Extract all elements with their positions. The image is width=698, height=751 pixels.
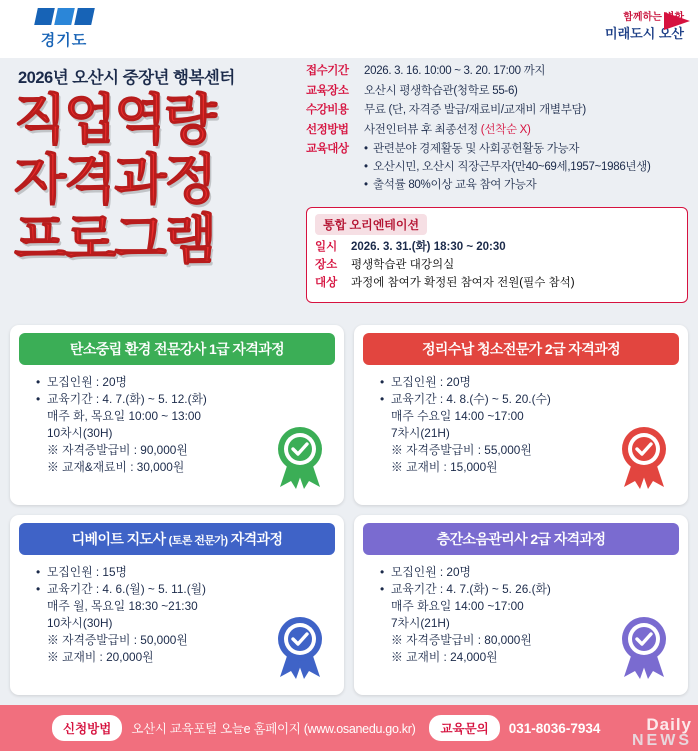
medal-icon bbox=[272, 425, 328, 489]
info-panel bbox=[306, 64, 688, 201]
course-capacity: • 모집인원 : 15명 bbox=[36, 564, 344, 581]
osan-slogan-line2: 미래도시 오산 bbox=[605, 26, 684, 41]
info-row-period bbox=[306, 64, 688, 79]
watermark bbox=[632, 717, 692, 749]
course-period: • 교육기간 : 4. 6.(월) ~ 5. 11.(월) bbox=[36, 581, 344, 598]
orientation-row-datetime bbox=[315, 240, 679, 255]
course-card-list bbox=[36, 564, 344, 598]
watermark-line1: Daily bbox=[646, 715, 692, 734]
course-cert-fee: ※ 자격증발급비 : 50,000원 bbox=[47, 633, 188, 647]
course-card[interactable] bbox=[354, 515, 688, 695]
course-card[interactable] bbox=[10, 325, 344, 505]
apply-method-badge: 신청방법 bbox=[52, 715, 122, 741]
course-period: • 교육기간 : 4. 7.(화) ~ 5. 26.(화) bbox=[380, 581, 688, 598]
course-card-title: 탄소중립 환경 전문강사 1급 자격과정 bbox=[19, 333, 335, 365]
course-period: • 교육기간 : 4. 8.(수) ~ 5. 20.(수) bbox=[380, 391, 688, 408]
course-schedule: 매주 화요일 14:00 ~17:00 bbox=[391, 599, 524, 613]
course-card-list bbox=[36, 374, 344, 408]
target-item-3: • 출석률 80%이상 교육 참여 가능자 bbox=[364, 178, 688, 193]
course-capacity: • 모집인원 : 20명 bbox=[36, 374, 344, 391]
info-label-selection: 선정방법 bbox=[306, 123, 349, 136]
course-material-fee: ※ 교재&재료비 : 30,000원 bbox=[47, 460, 185, 474]
course-capacity: • 모집인원 : 20명 bbox=[380, 374, 688, 391]
medal-icon bbox=[616, 615, 672, 679]
info-value-fee: 무료 (단, 자격증 발급/재료비/교재비 개별부담) bbox=[364, 104, 586, 116]
course-cert-fee: ※ 자격증발급비 : 55,000원 bbox=[391, 443, 532, 457]
orientation-title: 통합 오리엔테이션 bbox=[315, 214, 427, 235]
course-period: • 교육기간 : 4. 7.(화) ~ 5. 12.(화) bbox=[36, 391, 344, 408]
info-label-fee: 수강비용 bbox=[306, 104, 349, 116]
info-label-target: 교육대상 bbox=[306, 143, 349, 155]
gyeonggi-logo bbox=[18, 6, 110, 52]
course-sessions: 7차시(21H) bbox=[391, 616, 450, 630]
gyeonggi-logo-label: 경기도 bbox=[40, 32, 88, 49]
main-title bbox=[14, 90, 330, 270]
orientation-value-datetime-text: 2026. 3. 31.(화) 18:30 ~ 20:30 bbox=[351, 241, 506, 253]
course-card-title-tail: 자격과정 bbox=[230, 531, 283, 547]
target-item-1: • 관련분야 경제활동 및 사회공헌활동 가능자 bbox=[364, 142, 688, 157]
osan-arrow-icon bbox=[664, 12, 690, 30]
target-item-2: • 오산시민, 오산시 직장근무자(만40~69세,1957~1986년생) bbox=[364, 160, 688, 175]
course-card-title-sub: (토론 전문가) bbox=[168, 535, 228, 547]
course-sessions: 10차시(30H) bbox=[47, 616, 113, 630]
course-cert-fee: ※ 자격증발급비 : 90,000원 bbox=[47, 443, 188, 457]
info-value-selection-main: 사전인터뷰 후 최종선정 bbox=[364, 123, 478, 136]
course-card-list bbox=[380, 374, 688, 408]
poster-footer bbox=[0, 705, 698, 751]
orientation-label-datetime: 일시 bbox=[315, 241, 338, 253]
info-target-list bbox=[364, 142, 688, 196]
orientation-row-target bbox=[315, 276, 679, 291]
course-card-title bbox=[19, 523, 335, 555]
course-schedule: 매주 화, 목요일 10:00 ~ 13:00 bbox=[47, 409, 201, 423]
course-capacity: • 모집인원 : 20명 bbox=[380, 564, 688, 581]
orientation-value-place: 평생학습관 대강의실 bbox=[351, 259, 455, 271]
apply-method-text[interactable]: 오산시 교육포털 오늘e 홈페이지 (www.osanedu.go.kr) bbox=[131, 722, 416, 736]
info-row-target bbox=[306, 142, 688, 196]
orientation-value-datetime bbox=[351, 240, 679, 255]
info-row-selection bbox=[306, 123, 688, 138]
course-cert-fee: ※ 자격증발급비 : 80,000원 bbox=[391, 633, 532, 647]
info-row-place bbox=[306, 84, 688, 99]
orientation-label-place: 장소 bbox=[315, 259, 338, 271]
poster-header bbox=[0, 0, 698, 58]
medal-icon bbox=[616, 425, 672, 489]
course-schedule: 매주 월, 목요일 18:30 ~21:30 bbox=[47, 599, 198, 613]
course-material-fee: ※ 교재비 : 15,000원 bbox=[391, 460, 498, 474]
orientation-value-target: 과정에 참여가 확정된 참여자 전원(필수 참석) bbox=[351, 277, 575, 289]
info-value-place: 오산시 평생학습관(청학로 55-6) bbox=[364, 84, 518, 97]
course-sessions: 10차시(30H) bbox=[47, 426, 113, 440]
course-schedule: 매주 수요일 14:00 ~17:00 bbox=[391, 409, 524, 423]
main-title-line2: 자격과정 bbox=[14, 150, 215, 210]
watermark-line2: NEWS bbox=[632, 732, 692, 749]
course-sessions: 7차시(21H) bbox=[391, 426, 450, 440]
info-value-period: 2026. 3. 16. 10:00 ~ 3. 20. 17:00 까지 bbox=[364, 65, 546, 77]
info-label-period: 접수기간 bbox=[306, 65, 349, 77]
title-year-line: 2026년 오산시 중장년 행복센터 bbox=[18, 69, 235, 87]
course-card-list bbox=[380, 564, 688, 598]
target-bullets bbox=[364, 142, 688, 193]
course-cards bbox=[10, 325, 688, 695]
course-card-title: 층간소음관리사 2급 자격과정 bbox=[363, 523, 679, 555]
main-title-line1: 직업역량 bbox=[14, 90, 215, 150]
title-block bbox=[0, 58, 330, 270]
info-value-selection bbox=[364, 123, 688, 138]
orientation-label-target: 대상 bbox=[315, 277, 338, 289]
course-material-fee: ※ 교재비 : 24,000원 bbox=[391, 650, 498, 664]
orientation-row-place bbox=[315, 258, 679, 273]
course-card[interactable] bbox=[354, 325, 688, 505]
contact-phone: 031-8036-7934 bbox=[508, 720, 601, 736]
osan-slogan-line1: 함께하는 변화 bbox=[623, 12, 684, 23]
medal-icon bbox=[272, 615, 328, 679]
info-row-fee bbox=[306, 103, 688, 118]
info-label-place: 교육장소 bbox=[306, 84, 349, 97]
gyeonggi-bars-icon bbox=[18, 8, 110, 25]
contact-badge: 교육문의 bbox=[429, 715, 499, 741]
info-value-selection-note: (선착순 X) bbox=[480, 123, 531, 136]
main-title-line3: 프로그램 bbox=[14, 210, 215, 270]
course-card-title-main: 디베이트 지도사 bbox=[71, 531, 166, 547]
orientation-box bbox=[306, 207, 688, 303]
course-card-title: 정리수납 청소전문가 2급 자격과정 bbox=[363, 333, 679, 365]
course-card[interactable] bbox=[10, 515, 344, 695]
osan-logo bbox=[605, 8, 684, 42]
course-material-fee: ※ 교재비 : 20,000원 bbox=[47, 650, 154, 664]
